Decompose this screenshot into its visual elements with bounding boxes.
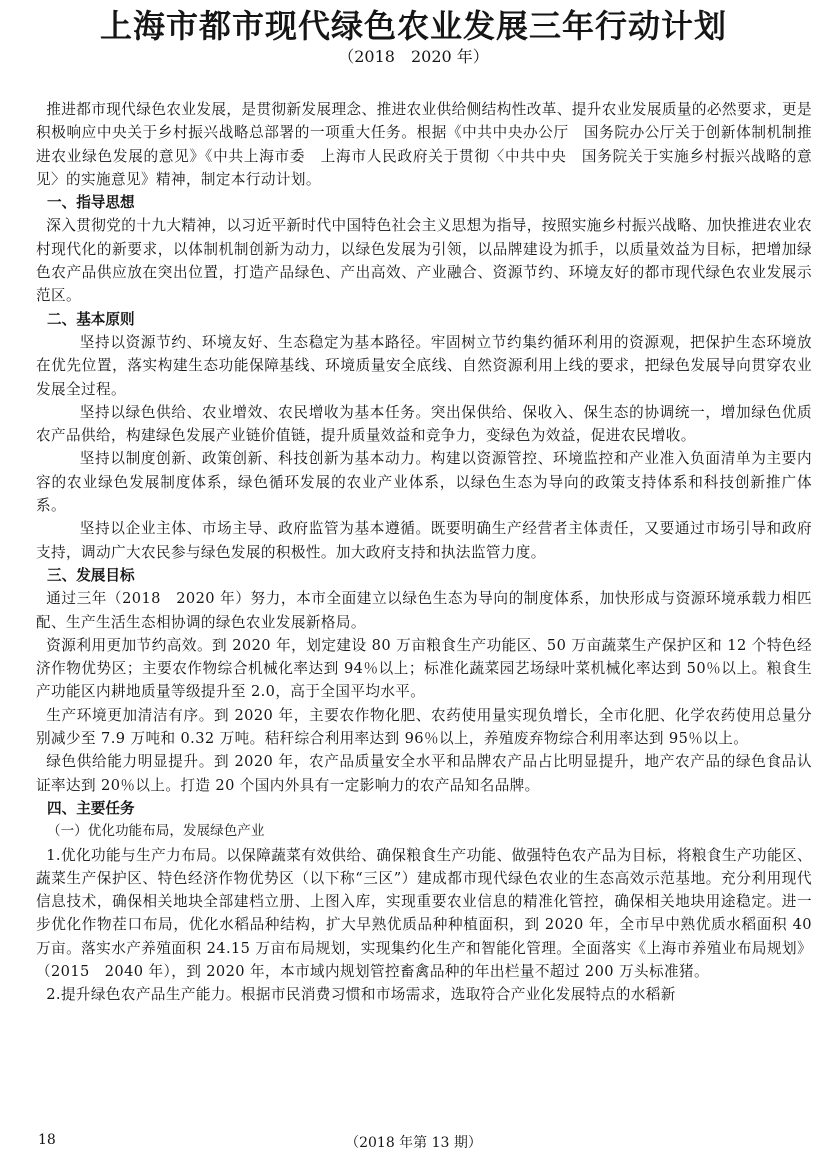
section-heading-main-tasks: 四、主要任务	[47, 799, 135, 817]
paragraph: 坚持以资源节约、环境友好、生态稳定为基本路径。牢固树立节约集约循环利用的资源观，把保护生态环境放在优先位置，落实构建生态功能保障基线、环境质量安全底线、自然资源利用上线的要求，把绿色发展导向贯穿农业发展全过程。	[36, 333, 812, 398]
section-heading-basic-principles: 二、基本原则	[47, 310, 135, 328]
section-heading-guiding-ideology: 一、指导思想	[47, 194, 135, 212]
paragraph: 2.提升绿色农产品生产能力。根据市民消费习惯和市场需求，选取符合产业化发展特点的水稻新	[46, 986, 676, 1004]
subsection-heading: （一）优化功能布局，发展绿色产业	[47, 823, 265, 840]
page-number: 18	[38, 1132, 56, 1148]
document-body	[36, 98, 812, 1007]
paragraph: 生产环境更加清洁有序。到 2020 年，主要农作物化肥、农药使用量实现负增长，全市化肥、化学农药使用总量分别减少至 7.9 万吨和 0.32 万吨。秸秆综合利用率达到 96％以上，养殖废弃物综合利用率达到 95％以上。	[36, 706, 812, 748]
paragraph: 坚持以企业主体、市场主导、政府监管为基本遵循。既要明确生产经营者主体责任，又要通过市场引导和政府支持，调动广大农民参与绿色发展的积极性。加大政府支持和执法监管力度。	[36, 520, 812, 561]
paragraph: 资源利用更加节约高效。到 2020 年，划定建设 80 万亩粮食生产功能区、50 万亩蔬菜生产保护区和 12 个特色经济作物优势区；主要农作物综合机械化率达到 94％以上；标准化蔬菜园艺场绿叶菜机械化率达到 50％以上。粮食生产功能区内耕地质量等级提升至 2.0，高于全国平均水平。	[36, 636, 812, 701]
paragraph: 1.优化功能与生产力布局。以保障蔬菜有效供给、确保粮食生产功能、做强特色农产品为目标，将粮食生产功能区、蔬菜生产保护区、特色经济作物优势区（以下称“三区”）建成都市现代绿色农业的生态高效示范基地。充分利用现代信息技术，确保相关地块全部建档立册、上图入库，实现重要农业信息的精准化管控，确保相关地块用途稳定。进一步优化作物茬口布局，优化水稻品种结构，扩大早熟优质品种种植面积，到 2020 年，全市早中熟优质水稻面积 40 万亩。落实水产养殖面积 24.15 万亩布局规划，实现集约化生产和智能化管理。全面落实《上海市养殖业布局规划》（2015 2040 年），到 2020 年，本市域内规划管控畜禽品种的年出栏量不超过 200 万头标准猪。	[36, 846, 812, 980]
paragraph: 坚持以绿色供给、农业增效、农民增收为基本任务。突出保供给、保收入、保生态的协调统一，增加绿色优质农产品供给，构建绿色发展产业链价值链，提升质量效益和竞争力，变绿色为效益，促进农民增收。	[36, 403, 812, 445]
intro-paragraph: 推进都市现代绿色农业发展，是贯彻新发展理念、推进农业供给侧结构性改革、提升农业发展质量的必然要求，更是积极响应中央关于乡村振兴战略总部署的一项重大任务。根据《中共中央办公厅 国务院办公厅关于创新体制机制推进农业绿色发展的意见》《中共上海市委 上海市人民政府关于贯彻〈中共中央 国务院关于实施乡村振兴战略的意见〉的实施意见》精神，制定本行动计划。	[36, 101, 812, 188]
paragraph: 绿色供给能力明显提升。到 2020 年，农产品质量安全水平和品牌农产品占比明显提升，地产农产品的绿色食品认证率达到 20％以上。打造 20 个国内外具有一定影响力的农产品知名品牌。	[36, 753, 812, 794]
document-subtitle: （2018 2020 年）	[338, 47, 489, 66]
paragraph: 通过三年（2018 2020 年）努力，本市全面建立以绿色生态为导向的制度体系，加快形成与资源环境承载力相匹配、生产生活生态相协调的绿色农业发展新格局。	[36, 590, 812, 631]
section-heading-development-goals: 三、发展目标	[47, 566, 135, 584]
paragraph: 坚持以制度创新、政策创新、科技创新为基本动力。构建以资源管控、环境监控和产业准入负面清单为主要内容的农业绿色发展制度体系，绿色循环发展的农业产业体系，以绿色生态为导向的政策支持体系和科技创新推广体系。	[36, 450, 812, 515]
paragraph: 深入贯彻党的十九大精神，以习近平新时代中国特色社会主义思想为指导，按照实施乡村振兴战略、加快推进农业农村现代化的新要求，以体制机制创新为动力，以绿色发展为引领，以品牌建设为抓手，以质量效益为目标，把增加绿色农产品供应放在突出位置，打造产品绿色、产出高效、产业融合、资源节约、环境友好的都市现代绿色农业发展示范区。	[36, 217, 812, 305]
issue-label: （2018 年第 13 期）	[345, 1135, 482, 1151]
document-title: 上海市都市现代绿色农业发展三年行动计划	[99, 7, 727, 45]
